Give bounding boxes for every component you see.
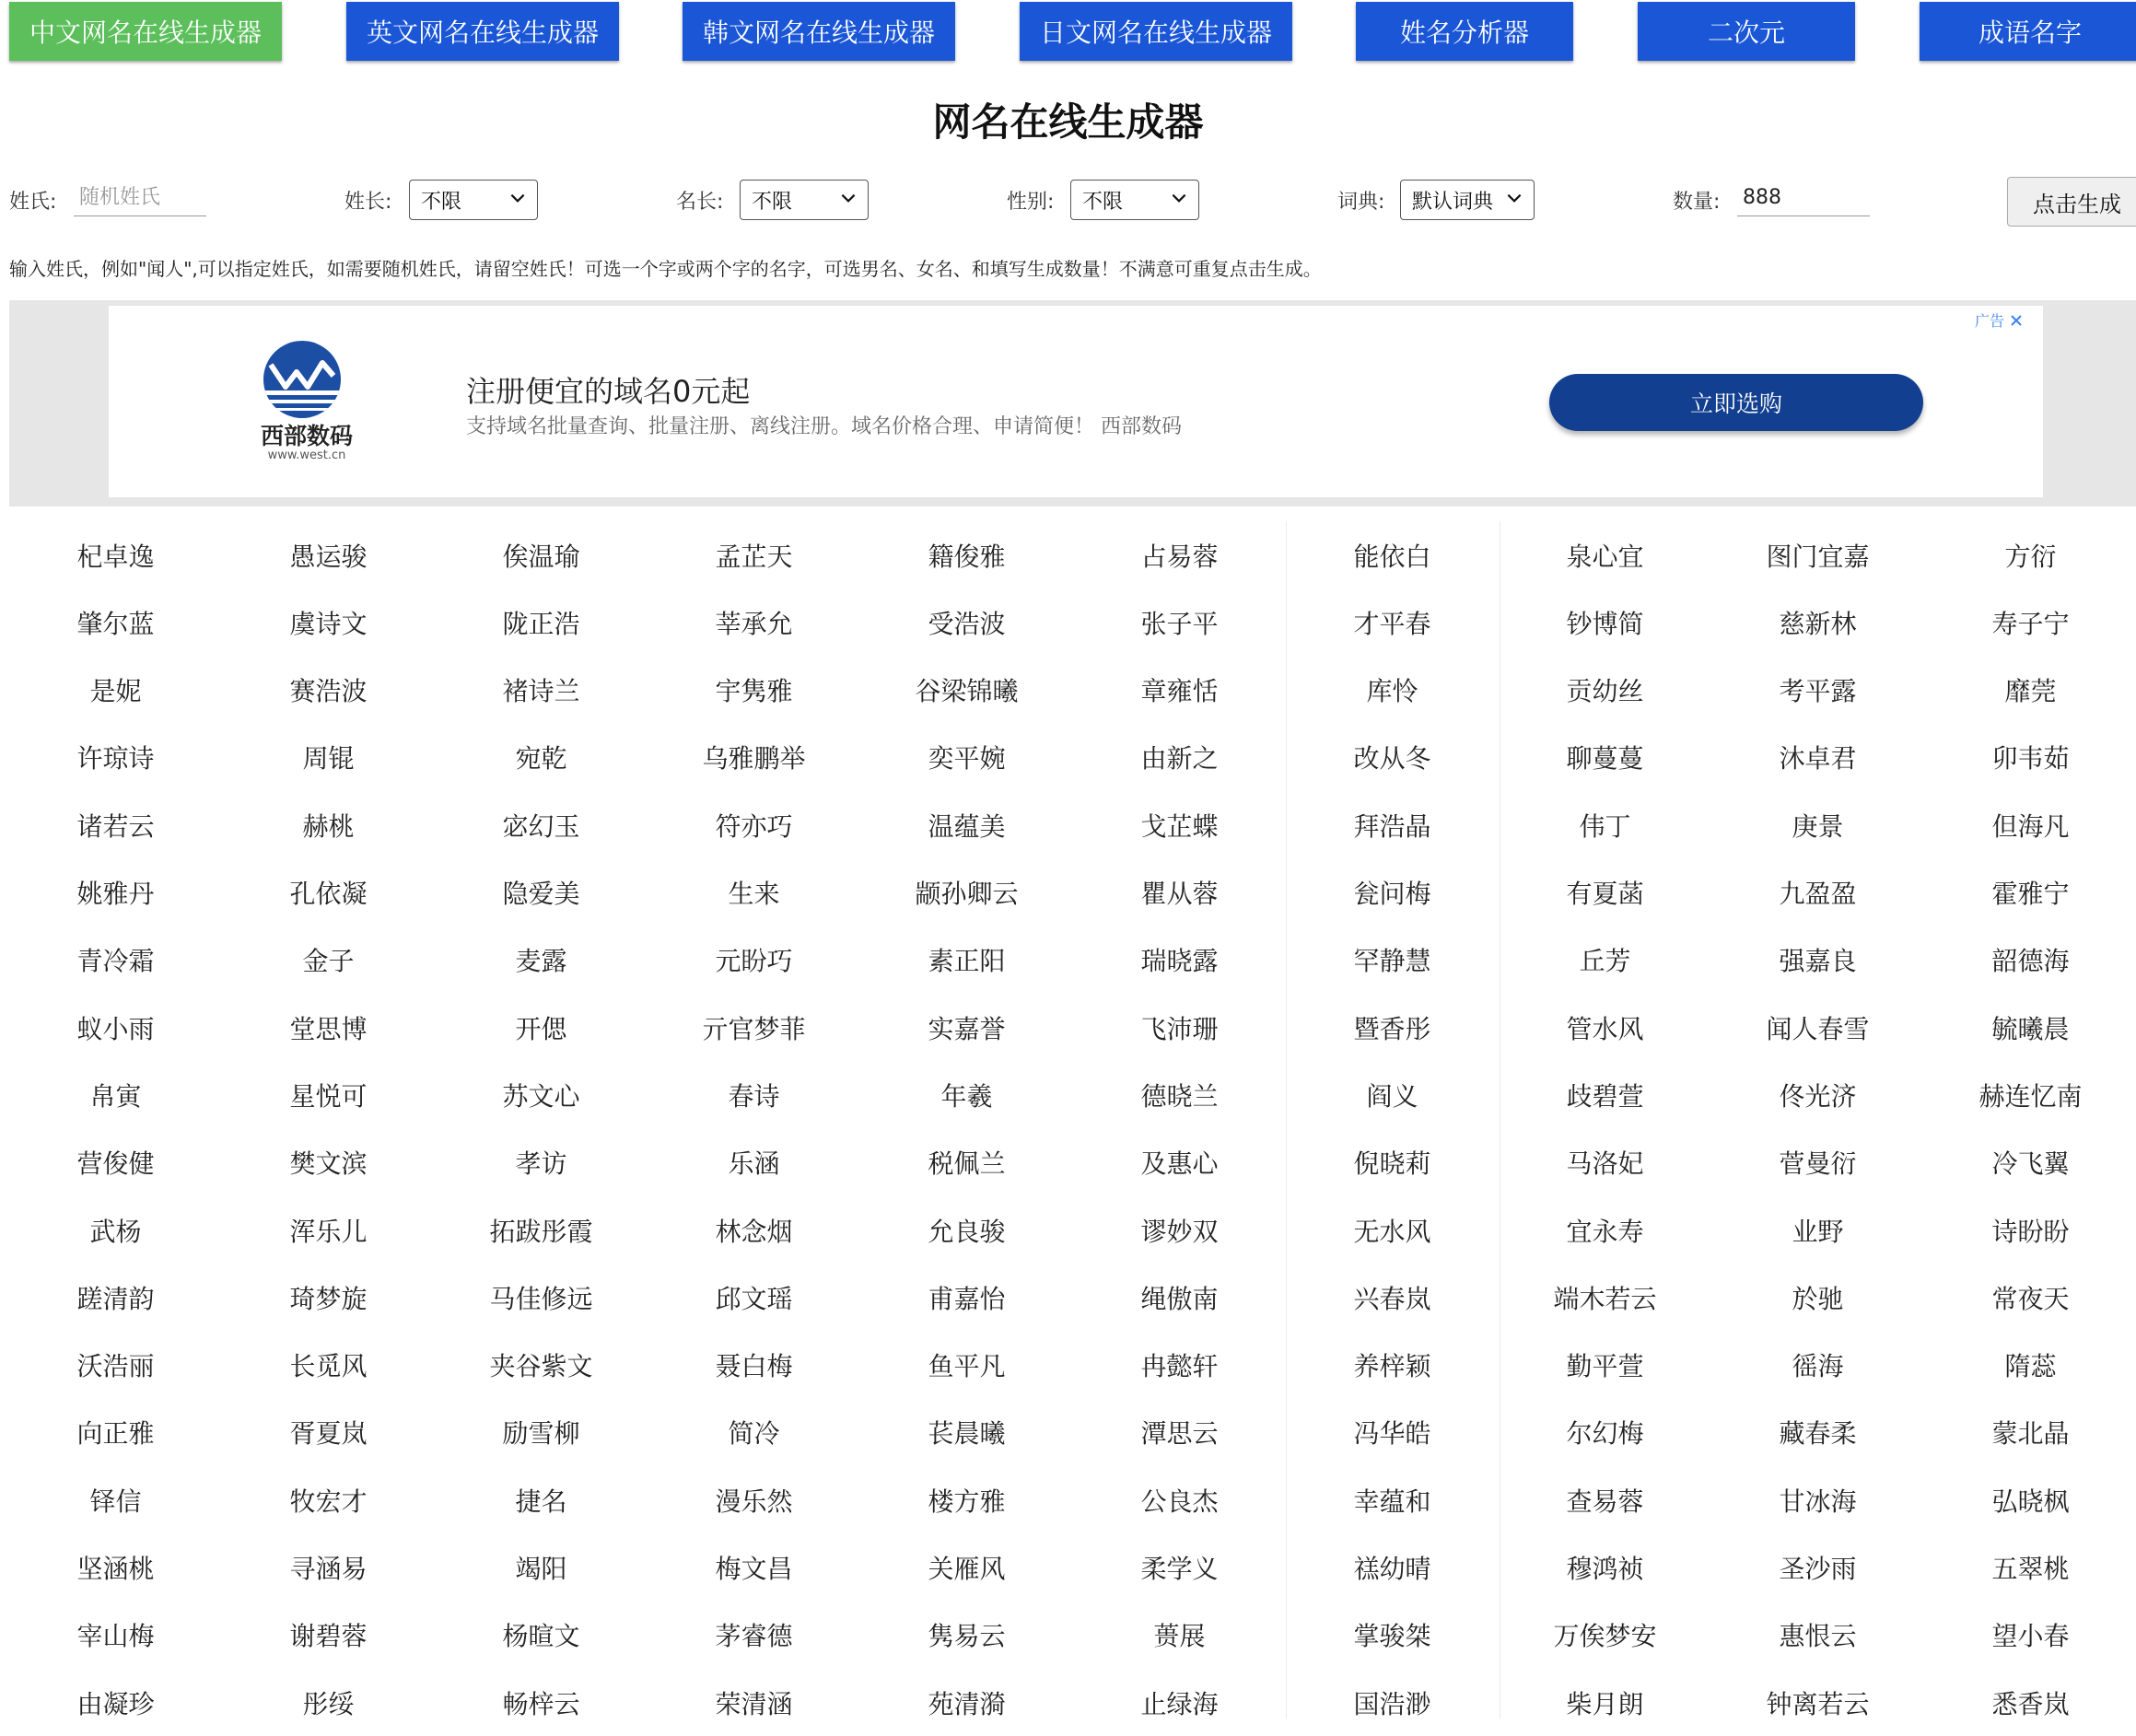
generated-name[interactable]: 潭思云 xyxy=(1140,1418,1219,1450)
generated-name[interactable]: 歧碧萱 xyxy=(1566,1080,1644,1112)
surname-input[interactable] xyxy=(74,180,206,216)
generated-name[interactable]: 惠恨云 xyxy=(1779,1621,1857,1652)
generated-name[interactable]: 徭海 xyxy=(1792,1351,1844,1382)
generated-name[interactable]: 藏春柔 xyxy=(1779,1418,1857,1450)
generated-name[interactable]: 星悦可 xyxy=(289,1080,368,1112)
generated-name[interactable]: 常夜天 xyxy=(1991,1283,2070,1314)
name-length-select[interactable] xyxy=(740,180,869,220)
generated-name[interactable]: 养梓颖 xyxy=(1353,1351,1431,1382)
generated-name[interactable]: 考平露 xyxy=(1779,676,1857,707)
generated-name[interactable]: 兴春岚 xyxy=(1353,1283,1431,1314)
generated-name[interactable]: 慈新林 xyxy=(1779,608,1857,639)
generated-name[interactable]: 冷飞翼 xyxy=(1991,1148,2070,1180)
generated-name[interactable]: 茅睿德 xyxy=(715,1621,793,1652)
generated-name[interactable]: 年羲 xyxy=(940,1080,993,1112)
generated-name[interactable]: 戈芷蝶 xyxy=(1140,810,1219,842)
generated-name[interactable]: 端木若云 xyxy=(1553,1283,1657,1314)
generated-name[interactable]: 公良杰 xyxy=(1140,1486,1219,1517)
generated-name[interactable]: 荣清涵 xyxy=(715,1688,793,1719)
generated-name[interactable]: 鱼平凡 xyxy=(928,1351,1006,1382)
generated-name[interactable]: 卯韦茹 xyxy=(1991,743,2070,775)
generated-name[interactable]: 禚幼晴 xyxy=(1353,1554,1431,1584)
surname-label: 姓氏: xyxy=(9,191,57,214)
generated-name[interactable]: 德晓兰 xyxy=(1140,1080,1219,1112)
generated-name[interactable]: 乌雅鹏举 xyxy=(702,743,806,775)
generated-name[interactable]: 飞沛珊 xyxy=(1140,1013,1219,1044)
generated-name[interactable]: 隽易云 xyxy=(928,1621,1006,1652)
generated-name[interactable]: 查易蓉 xyxy=(1566,1486,1644,1517)
generated-name[interactable]: 畅梓云 xyxy=(502,1688,580,1719)
generated-name[interactable]: 霍雅宁 xyxy=(1991,879,2070,909)
generated-name[interactable]: 竭阳 xyxy=(515,1554,567,1584)
generated-name[interactable]: 柔学义 xyxy=(1140,1554,1219,1584)
top-nav xyxy=(0,0,2136,64)
surname-length-label: 姓长: xyxy=(344,191,392,214)
generated-name[interactable]: 隐爱美 xyxy=(502,879,580,909)
generated-name[interactable]: 九盈盈 xyxy=(1779,879,1857,909)
generated-name[interactable]: 胥夏岚 xyxy=(289,1418,368,1450)
nav-tab-chinese-name[interactable]: 中文网名在线生成器 xyxy=(9,2,282,61)
gender-value: 不限 xyxy=(1082,190,1124,214)
generated-name[interactable]: 褚诗兰 xyxy=(502,676,580,707)
generated-name[interactable]: 但海凡 xyxy=(1991,810,2070,842)
name-row xyxy=(9,724,2136,791)
dictionary-value: 默认词典 xyxy=(1412,190,1494,214)
nav-tab-idiom-name[interactable]: 成语名字 xyxy=(1920,2,2136,61)
generated-name[interactable]: 肇尔蓝 xyxy=(76,608,155,639)
generated-name[interactable]: 杨暄文 xyxy=(502,1621,580,1652)
generated-name[interactable]: 宓幻玉 xyxy=(502,810,580,842)
generated-name[interactable]: 暨香彤 xyxy=(1353,1013,1431,1044)
generated-name[interactable]: 生来 xyxy=(728,879,780,909)
generated-name[interactable]: 绳傲南 xyxy=(1140,1283,1219,1314)
generated-name[interactable]: 是妮 xyxy=(89,676,142,707)
generated-name[interactable]: 沐卓君 xyxy=(1779,743,1857,775)
generated-name[interactable]: 甫嘉怡 xyxy=(928,1283,1006,1314)
generated-name[interactable]: 金子 xyxy=(302,946,355,977)
generated-name[interactable]: 穆鸿祯 xyxy=(1566,1554,1644,1584)
generated-name[interactable]: 聂白梅 xyxy=(715,1351,793,1382)
generated-name[interactable]: 五翠桃 xyxy=(1991,1554,2070,1584)
generated-name[interactable]: 蒉展 xyxy=(1153,1621,1206,1652)
generated-name[interactable]: 张子平 xyxy=(1140,608,1219,639)
generated-name[interactable]: 虞诗文 xyxy=(289,608,368,639)
generated-name[interactable]: 马洛妃 xyxy=(1566,1148,1644,1180)
generated-name[interactable]: 由凝珍 xyxy=(76,1688,155,1719)
generated-name[interactable]: 籍俊雅 xyxy=(928,541,1006,572)
generated-name[interactable]: 亓官梦菲 xyxy=(702,1013,806,1044)
ad-cta-button[interactable]: 立即选购 xyxy=(1549,374,1923,431)
generated-name[interactable]: 谬妙双 xyxy=(1140,1216,1219,1247)
generated-name[interactable]: 谢碧蓉 xyxy=(289,1621,368,1652)
generated-name[interactable]: 幸蕴和 xyxy=(1353,1486,1431,1517)
generated-name[interactable]: 蒙北晶 xyxy=(1991,1418,2070,1450)
generated-name[interactable]: 拜浩晶 xyxy=(1353,810,1431,842)
generated-name[interactable]: 宛乾 xyxy=(515,743,567,775)
generate-button[interactable]: 点击生成 xyxy=(2007,177,2136,227)
chevron-down-icon xyxy=(838,188,858,208)
generated-name[interactable]: 蚁小雨 xyxy=(76,1013,155,1044)
generated-name[interactable]: 麦露 xyxy=(515,946,567,977)
name-row xyxy=(9,1196,2136,1264)
name-row xyxy=(9,859,2136,926)
name-row xyxy=(9,1399,2136,1466)
generated-name[interactable]: 万俟梦安 xyxy=(1553,1621,1657,1652)
west-cn-logo-icon xyxy=(256,337,348,429)
generated-name[interactable]: 简冷 xyxy=(728,1418,780,1450)
generated-name[interactable]: 乐涵 xyxy=(728,1148,780,1180)
generated-name[interactable]: 莘承允 xyxy=(715,608,793,639)
generated-name[interactable]: 方衍 xyxy=(2004,541,2057,572)
gender-label: 性别: xyxy=(1007,191,1055,214)
generated-name[interactable]: 堂思博 xyxy=(289,1013,368,1044)
generated-name[interactable]: 孔依凝 xyxy=(289,879,368,909)
generated-name[interactable]: 寻涵易 xyxy=(289,1554,368,1584)
generated-name[interactable]: 阎义 xyxy=(1366,1080,1418,1112)
generated-name[interactable]: 苑清漪 xyxy=(928,1688,1006,1719)
name-length-label: 名长: xyxy=(676,191,724,214)
dictionary-select[interactable] xyxy=(1400,180,1535,220)
name-row xyxy=(9,657,2136,724)
generated-name[interactable]: 素正阳 xyxy=(928,946,1006,977)
generated-name[interactable]: 贡幼丝 xyxy=(1566,676,1644,707)
generated-name[interactable]: 开偲 xyxy=(515,1013,567,1044)
generated-name[interactable]: 止绿海 xyxy=(1140,1688,1219,1719)
close-icon[interactable] xyxy=(2010,314,2023,327)
generated-name[interactable]: 无水风 xyxy=(1353,1216,1431,1247)
generated-name[interactable]: 悉香岚 xyxy=(1991,1688,2070,1719)
chevron-down-icon xyxy=(1169,188,1189,208)
generated-name[interactable]: 梅文昌 xyxy=(715,1554,793,1584)
name-row xyxy=(9,1264,2136,1331)
surname-length-value: 不限 xyxy=(421,190,462,214)
generated-name[interactable]: 诸若云 xyxy=(76,810,155,842)
generated-name[interactable]: 寿子宁 xyxy=(1991,608,2070,639)
chevron-down-icon xyxy=(508,188,528,208)
generated-name[interactable]: 青冷霜 xyxy=(76,946,155,977)
generated-name[interactable]: 允良骏 xyxy=(928,1216,1006,1247)
generated-name[interactable]: 励雪柳 xyxy=(502,1418,580,1450)
nav-tab-name-analyzer[interactable]: 姓名分析器 xyxy=(1356,2,1573,61)
nav-tab-korean-name[interactable]: 韩文网名在线生成器 xyxy=(683,2,955,61)
generated-name[interactable]: 丘芳 xyxy=(1579,946,1631,977)
name-row xyxy=(9,1669,2136,1736)
generated-name[interactable]: 倪晓莉 xyxy=(1353,1148,1431,1180)
generated-name[interactable]: 图门宜嘉 xyxy=(1766,541,1870,572)
generated-name[interactable]: 诗盼盼 xyxy=(1991,1216,2070,1247)
ad-subtext: 支持域名批量查询、批量注册、离线注册。域名价格合理、申请简便！ 西部数码 xyxy=(466,415,1182,438)
generated-name[interactable]: 章雍恬 xyxy=(1140,676,1219,707)
generated-name[interactable]: 捷名 xyxy=(515,1486,567,1517)
generated-name[interactable]: 武杨 xyxy=(89,1216,142,1247)
generated-name[interactable]: 浑乐儿 xyxy=(289,1216,368,1247)
generated-name[interactable]: 才平春 xyxy=(1353,608,1431,639)
name-row xyxy=(9,994,2136,1061)
generated-name[interactable]: 掌骏桀 xyxy=(1353,1621,1431,1652)
generated-name[interactable]: 樊文滨 xyxy=(289,1148,368,1180)
generated-name[interactable]: 佟光济 xyxy=(1779,1080,1857,1112)
generated-name[interactable]: 管水风 xyxy=(1566,1013,1644,1044)
name-length-value: 不限 xyxy=(752,190,793,214)
generated-name[interactable]: 国浩渺 xyxy=(1353,1688,1431,1719)
generated-name[interactable]: 瞿从蓉 xyxy=(1140,879,1219,909)
generated-name[interactable]: 泉心宜 xyxy=(1566,541,1644,572)
name-row xyxy=(9,1466,2136,1533)
generated-name[interactable]: 温蕴美 xyxy=(928,810,1006,842)
name-row xyxy=(9,1534,2136,1602)
generated-name[interactable]: 毓曦晨 xyxy=(1991,1013,2070,1044)
generated-name[interactable]: 宇隽雅 xyxy=(715,676,793,707)
generated-name[interactable]: 长觅风 xyxy=(289,1351,368,1382)
generated-name[interactable]: 庚景 xyxy=(1792,810,1844,842)
name-row xyxy=(9,1602,2136,1669)
generated-name[interactable]: 菅曼衍 xyxy=(1779,1148,1857,1180)
generated-name[interactable]: 望小春 xyxy=(1991,1621,2070,1652)
generated-name[interactable]: 冯华皓 xyxy=(1353,1418,1431,1450)
generated-name[interactable]: 奕平婉 xyxy=(928,743,1006,775)
ad-headline: 注册便宜的域名0元起 xyxy=(466,374,751,409)
ad-brand: 西部数码 xyxy=(260,423,353,449)
generated-name[interactable]: 牧宏才 xyxy=(289,1486,368,1517)
generated-name[interactable]: 愚运骏 xyxy=(289,541,368,572)
generated-name[interactable]: 沃浩丽 xyxy=(76,1351,155,1382)
name-row xyxy=(9,588,2136,656)
name-row xyxy=(9,1332,2136,1399)
generated-name[interactable]: 谷梁锦曦 xyxy=(915,676,1019,707)
generated-name[interactable]: 苌晨曦 xyxy=(928,1418,1006,1450)
generated-name[interactable]: 蹉清韵 xyxy=(76,1283,155,1314)
generated-name[interactable]: 铎信 xyxy=(89,1486,142,1517)
name-row xyxy=(9,926,2136,994)
generated-name[interactable]: 圣沙雨 xyxy=(1779,1554,1857,1584)
chevron-down-icon xyxy=(1504,188,1524,208)
generated-name[interactable]: 孝访 xyxy=(515,1148,567,1180)
generated-name[interactable]: 业野 xyxy=(1792,1216,1844,1247)
generated-name[interactable]: 彤绥 xyxy=(302,1688,355,1719)
generated-name[interactable]: 瑞晓露 xyxy=(1140,946,1219,977)
generated-name[interactable]: 符亦巧 xyxy=(715,810,793,842)
dictionary-label: 词典: xyxy=(1337,191,1385,214)
gender-select[interactable] xyxy=(1070,180,1199,220)
generated-name[interactable]: 聊蔓蔓 xyxy=(1566,743,1644,775)
generated-name[interactable]: 罕静慧 xyxy=(1353,946,1431,977)
count-label: 数量: xyxy=(1673,191,1721,214)
ad-url: www.west.cn xyxy=(267,449,346,462)
generated-name[interactable]: 尔幻梅 xyxy=(1566,1418,1644,1450)
ad-banner[interactable] xyxy=(109,306,2043,497)
ad-tag-label: 广告 xyxy=(1974,312,2004,330)
generated-name[interactable]: 漫乐然 xyxy=(715,1486,793,1517)
generated-name[interactable]: 周锟 xyxy=(302,743,355,775)
generated-name[interactable]: 俟温瑜 xyxy=(502,541,580,572)
generated-name[interactable]: 赫连忆南 xyxy=(1978,1080,2083,1112)
generated-name[interactable]: 拓跋彤霞 xyxy=(489,1216,593,1247)
generated-name[interactable]: 孟芷天 xyxy=(715,541,793,572)
generated-name[interactable]: 钞博简 xyxy=(1566,608,1644,639)
generated-name[interactable]: 楼方雅 xyxy=(928,1486,1006,1517)
generated-name[interactable]: 赫桃 xyxy=(302,810,355,842)
page-title: 网名在线生成器 xyxy=(932,99,1204,145)
generated-name[interactable]: 勤平萱 xyxy=(1566,1351,1644,1382)
count-input[interactable] xyxy=(1737,180,1870,216)
generated-name[interactable]: 强嘉良 xyxy=(1779,946,1857,977)
generated-name[interactable]: 宜永寿 xyxy=(1566,1216,1644,1247)
generated-name[interactable]: 关雁风 xyxy=(928,1554,1006,1584)
generated-name[interactable]: 库怜 xyxy=(1366,676,1418,707)
generated-name[interactable]: 靡莞 xyxy=(2004,676,2057,707)
name-row xyxy=(9,791,2136,858)
generated-name[interactable]: 宰山梅 xyxy=(76,1621,155,1652)
generated-name[interactable]: 杞卓逸 xyxy=(76,541,155,572)
generated-name[interactable]: 冉懿轩 xyxy=(1140,1351,1219,1382)
generated-name[interactable]: 弘晓枫 xyxy=(1991,1486,2070,1517)
generated-name[interactable]: 向正雅 xyxy=(76,1418,155,1450)
generated-name[interactable]: 陇正浩 xyxy=(502,608,580,639)
generated-name[interactable]: 钟离若云 xyxy=(1766,1688,1870,1719)
generated-name[interactable]: 实嘉誉 xyxy=(928,1013,1006,1044)
surname-length-select[interactable] xyxy=(409,180,538,220)
generated-name[interactable]: 改从冬 xyxy=(1353,743,1431,775)
generated-name[interactable]: 琦梦旋 xyxy=(289,1283,368,1314)
generated-name[interactable]: 能依白 xyxy=(1353,541,1431,572)
generated-name[interactable]: 瓮问梅 xyxy=(1353,879,1431,909)
name-row xyxy=(9,521,2136,588)
generated-name[interactable]: 韶德海 xyxy=(1991,946,2070,977)
generated-name[interactable]: 柴月朗 xyxy=(1566,1688,1644,1719)
generated-name[interactable]: 闻人春雪 xyxy=(1766,1013,1870,1044)
generated-name[interactable]: 由新之 xyxy=(1140,743,1219,775)
generated-name[interactable]: 坚涵桃 xyxy=(76,1554,155,1584)
generated-name[interactable]: 受浩波 xyxy=(928,608,1006,639)
generated-name[interactable]: 伟丁 xyxy=(1579,810,1631,842)
nav-tab-japanese-name[interactable]: 日文网名在线生成器 xyxy=(1020,2,1292,61)
ad-tag xyxy=(1975,309,2023,331)
generated-name[interactable]: 占易蓉 xyxy=(1140,541,1219,572)
generated-name[interactable]: 姚雅丹 xyxy=(76,879,155,909)
name-row xyxy=(9,1061,2136,1128)
generated-name[interactable]: 帛寅 xyxy=(89,1080,142,1112)
generated-name[interactable]: 苏文心 xyxy=(502,1080,580,1112)
generated-name[interactable]: 有夏菡 xyxy=(1566,879,1644,909)
generated-name[interactable]: 邱文瑶 xyxy=(715,1283,793,1314)
generated-name[interactable]: 甘冰海 xyxy=(1779,1486,1857,1517)
generated-name[interactable]: 元盼巧 xyxy=(715,946,793,977)
generated-name[interactable]: 许琼诗 xyxy=(76,743,155,775)
generated-name[interactable]: 赛浩波 xyxy=(289,676,368,707)
generated-name[interactable]: 隋蕊 xyxy=(2004,1351,2057,1382)
nav-tab-anime[interactable]: 二次元 xyxy=(1638,2,1855,61)
name-row xyxy=(9,1129,2136,1196)
generated-name[interactable]: 颛孙卿云 xyxy=(915,879,1019,909)
usage-hint: 输入姓氏，例如"闻人",可以指定姓氏，如需要随机姓氏，请留空姓氏！可选一个字或两个字的名字，可选男名、女名、和填写生成数量！不满意可重复点击生成。 xyxy=(9,258,1322,280)
generated-name[interactable]: 营俊健 xyxy=(76,1148,155,1180)
nav-tab-english-name[interactable]: 英文网名在线生成器 xyxy=(346,2,619,61)
generated-name[interactable]: 林念烟 xyxy=(715,1216,793,1247)
generated-name[interactable]: 及惠心 xyxy=(1140,1148,1219,1180)
generated-name[interactable]: 马佳修远 xyxy=(489,1283,593,1314)
generated-name[interactable]: 税佩兰 xyxy=(928,1148,1006,1180)
generated-name[interactable]: 於驰 xyxy=(1792,1283,1844,1314)
generated-name[interactable]: 春诗 xyxy=(728,1080,780,1112)
generated-name[interactable]: 夹谷紫文 xyxy=(489,1351,593,1382)
